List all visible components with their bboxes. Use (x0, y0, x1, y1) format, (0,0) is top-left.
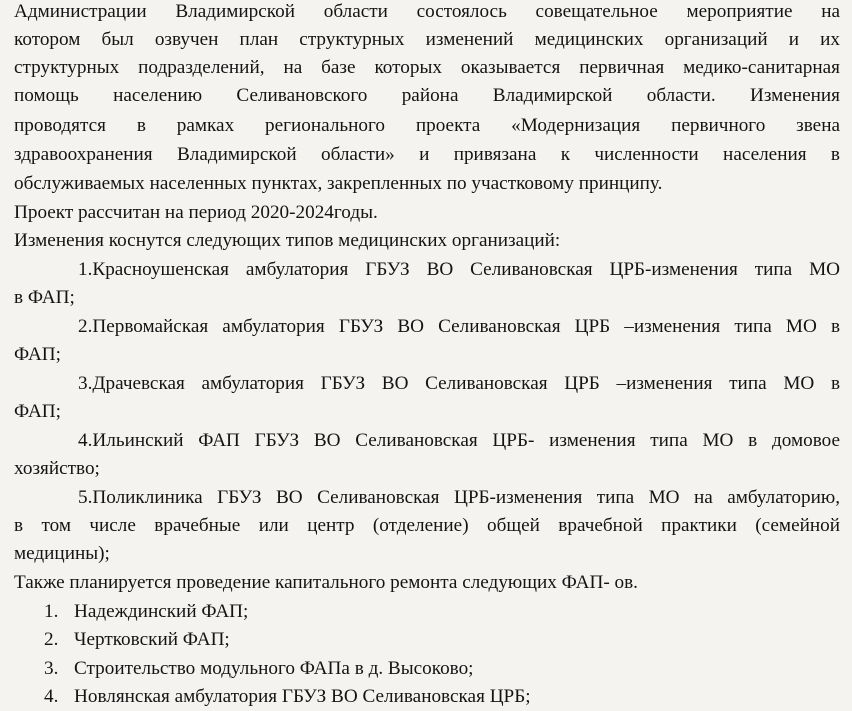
change-item-continuation: ФАП; (14, 401, 61, 422)
project-period: Проект рассчитан на период 2020-2024годы. (14, 202, 378, 223)
change-item-continuation: в том числе врачебные или центр (отделение) общей врачебной практики (семейной (14, 515, 840, 536)
intro-line: помощь населению Селивановского района Владимирской области. Изменения (14, 85, 840, 106)
list-number: 1. (44, 601, 59, 622)
list-item-text: Новлянская амбулатория ГБУЗ ВО Селивановская ЦРБ; (74, 686, 531, 707)
change-item-continuation: хозяйство; (14, 458, 100, 479)
intro-line: здравоохранения Владимирской области» и привязана к численности населения в (14, 144, 840, 165)
change-item: 1.Красноушенская амбулатория ГБУЗ ВО Селивановская ЦРБ-изменения типа МО (78, 259, 840, 280)
change-item: 4.Ильинский ФАП ГБУЗ ВО Селивановская ЦРБ- изменения типа МО в домовое (78, 430, 840, 451)
change-item: 2.Первомайская амбулатория ГБУЗ ВО Селивановская ЦРБ –изменения типа МО в (78, 316, 840, 337)
intro-line: проводятся в рамках регионального проекта «Модернизация первичного звена (14, 115, 840, 136)
changes-heading: Изменения коснутся следующих типов медицинских организаций: (14, 230, 561, 251)
change-item-continuation: медицины); (14, 543, 110, 564)
intro-line: структурных подразделений, на базе которых оказывается первичная медико-санитарная (14, 57, 840, 78)
list-item-text: Надеждинский ФАП; (74, 601, 249, 622)
list-item-text: Чертковский ФАП; (74, 629, 230, 650)
repair-heading: Также планируется проведение капитального ремонта следующих ФАП- ов. (14, 572, 638, 593)
list-number: 2. (44, 629, 59, 650)
change-item-continuation: ФАП; (14, 344, 61, 365)
intro-line: Администрации Владимирской области состоялось совещательное мероприятие на (14, 1, 840, 22)
change-item: 5.Поликлиника ГБУЗ ВО Селивановская ЦРБ-изменения типа МО на амбулаторию, (78, 487, 840, 508)
list-item-text: Строительство модульного ФАПа в д. Высоково; (74, 658, 474, 679)
list-number: 4. (44, 686, 59, 707)
change-item-continuation: в ФАП; (14, 287, 75, 308)
list-number: 3. (44, 658, 59, 679)
change-item: 3.Драчевская амбулатория ГБУЗ ВО Селивановская ЦРБ –изменения типа МО в (78, 373, 840, 394)
intro-line: котором был озвучен план структурных изменений медицинских организаций и их (14, 29, 840, 50)
intro-line: обслуживаемых населенных пунктах, закрепленных по участковому принципу. (14, 173, 663, 194)
